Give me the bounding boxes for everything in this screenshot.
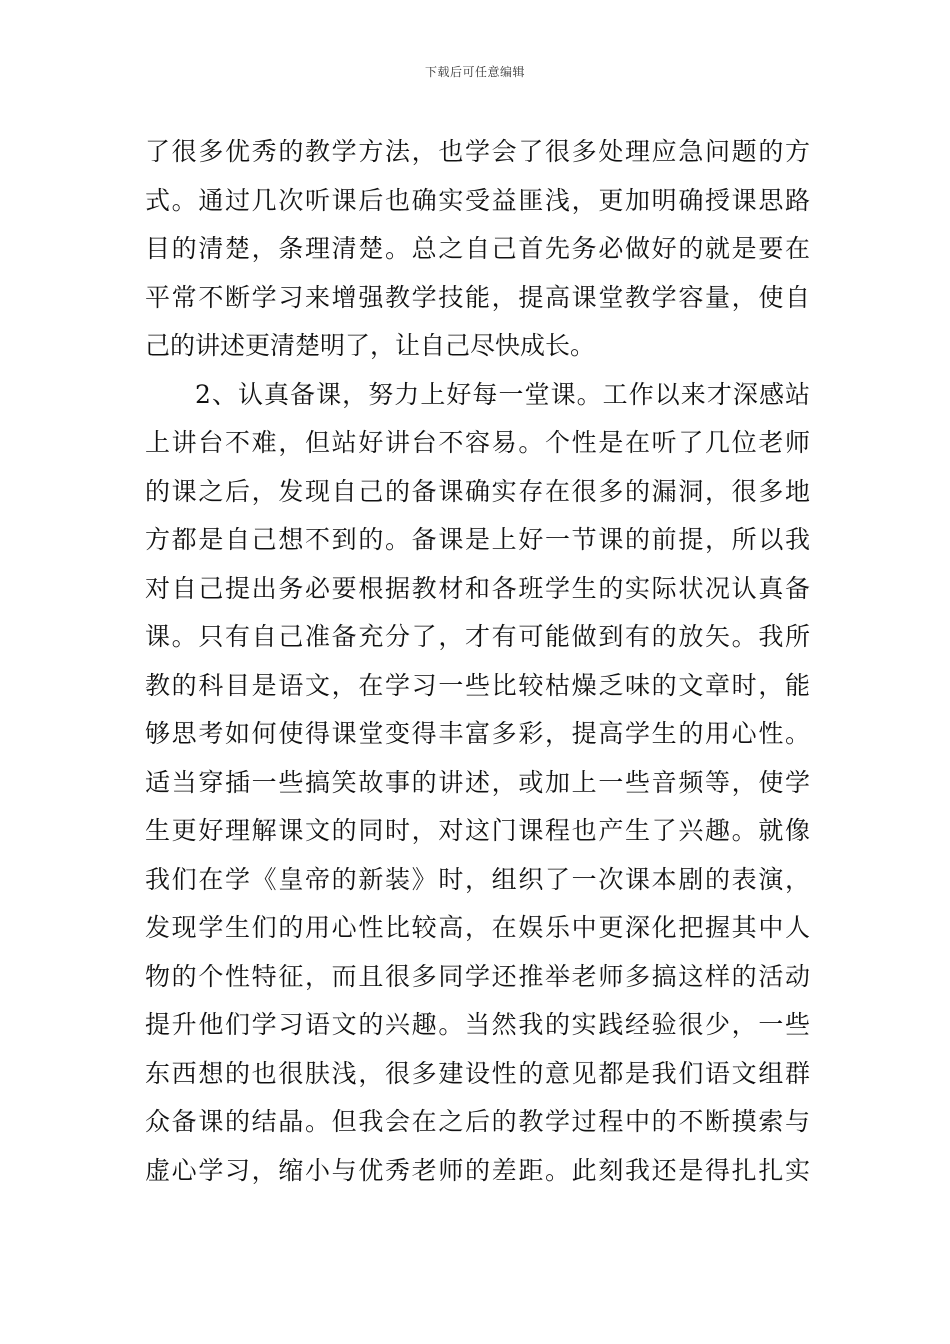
text-line: 对自己提出务必要根据教材和各班学生的实际状况认真备 — [145, 573, 810, 603]
text-line: 教的科目是语文，在学习一些比较枯燥乏味的文章时，能 — [145, 670, 810, 700]
text-line: 够思考如何使得课堂变得丰富多彩，提高学生的用心性。 — [145, 719, 810, 748]
text-line: 了很多优秀的教学方法，也学会了很多处理应急问题的方 — [145, 137, 810, 166]
text-line: 提升他们学习语文的兴趣。当然我的实践经验很少，一些 — [145, 1010, 810, 1039]
text-line: 物的个性特征，而且很多同学还推举老师多搞这样的活动 — [145, 961, 810, 991]
text-line: 的课之后，发现自己的备课确实存在很多的漏洞，很多地 — [145, 476, 810, 506]
text-line: 东西想的也很肤浅，很多建设性的意见都是我们语文组群 — [145, 1058, 810, 1088]
text-line-paragraph-start: 2、认真备课，努力上好每一堂课。工作以来才深感站 — [195, 379, 810, 409]
body-text — [145, 128, 810, 1195]
page-header: 下载后可任意编辑 — [424, 65, 525, 79]
text-line: 式。通过几次听课后也确实受益匪浅，更加明确授课思路 — [145, 185, 810, 215]
text-line: 适当穿插一些搞笑故事的讲述，或加上一些音频等，使学 — [145, 767, 810, 797]
text-line: 平常不断学习来增强教学技能，提高课堂教学容量，使自 — [145, 282, 810, 312]
text-line: 己的讲述更清楚明了，让自己尽快成长。 — [145, 331, 596, 360]
text-line: 我们在学《皇帝的新装》时，组织了一次课本剧的表演， — [145, 864, 810, 894]
text-line: 方都是自己想不到的。备课是上好一节课的前提，所以我 — [145, 525, 810, 554]
text-line: 众备课的结晶。但我会在之后的教学过程中的不断摸索与 — [145, 1107, 810, 1136]
text-line: 虚心学习，缩小与优秀老师的差距。此刻我还是得扎扎实 — [145, 1155, 810, 1185]
text-line: 发现学生们的用心性比较高，在娱乐中更深化把握其中人 — [145, 913, 810, 942]
text-line: 上讲台不难，但站好讲台不容易。个性是在听了几位老师 — [145, 428, 810, 457]
text-line: 生更好理解课文的同时，对这门课程也产生了兴趣。就像 — [145, 816, 810, 845]
text-line: 目的清楚，条理清楚。总之自己首先务必做好的就是要在 — [145, 234, 810, 263]
text-line: 课。只有自己准备充分了，才有可能做到有的放矢。我所 — [145, 622, 810, 651]
